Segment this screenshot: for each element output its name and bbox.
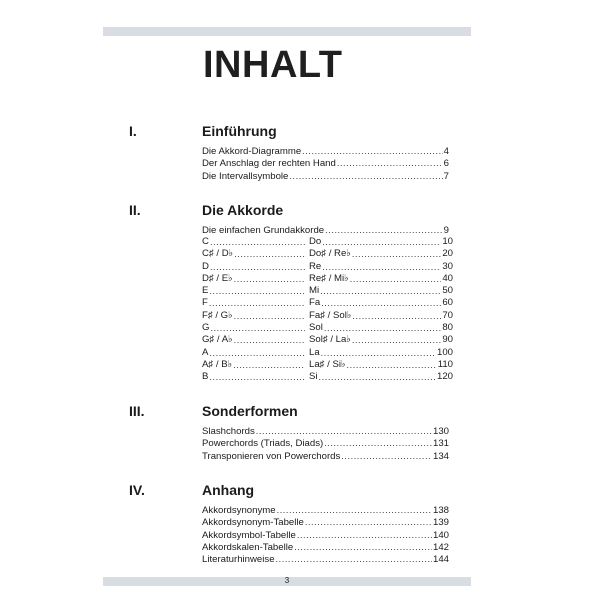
dot-leader xyxy=(352,334,441,346)
chord-row[interactable] xyxy=(202,297,453,309)
chord-label-solfege: Si xyxy=(309,371,318,383)
toc-entry-page: 7 xyxy=(443,170,449,182)
chord-label-english: F xyxy=(202,297,208,309)
chord-label-english: C♯ / D♭ xyxy=(202,248,234,260)
toc-entry-page: 9 xyxy=(443,225,449,236)
dot-leader xyxy=(234,334,305,346)
chord-name-solfege xyxy=(309,285,453,297)
chord-name-english xyxy=(202,236,305,248)
chord-label-solfege: La♯ / Si♭ xyxy=(309,358,346,370)
toc-entry[interactable] xyxy=(202,224,449,236)
toc-list xyxy=(202,224,449,236)
dot-leader xyxy=(210,261,305,273)
toc-entry[interactable] xyxy=(202,541,449,553)
chord-label-english: C xyxy=(202,236,209,247)
chord-label-solfege: Re xyxy=(309,260,322,272)
dot-leader xyxy=(234,310,305,322)
toc-entry-page: 130 xyxy=(432,426,449,437)
dot-leader xyxy=(210,236,305,248)
dot-leader xyxy=(209,297,305,309)
section-title: Sonderformen xyxy=(202,403,298,419)
toc-entry-page: 138 xyxy=(432,505,449,516)
toc-entry-label: Slashchords xyxy=(202,426,255,437)
dot-leader xyxy=(233,359,305,371)
chord-name-english xyxy=(202,322,305,334)
toc-entry[interactable] xyxy=(202,553,449,565)
toc-entry-page: 30 xyxy=(442,260,453,272)
chord-name-solfege xyxy=(309,310,453,322)
chord-label-english: D xyxy=(202,260,209,272)
toc-entry-page: 144 xyxy=(432,554,449,566)
section-title: Anhang xyxy=(202,482,255,498)
chord-name-english xyxy=(202,359,305,371)
toc-entry-label: Die einfachen Grundakkorde xyxy=(202,225,325,236)
toc-entry[interactable] xyxy=(202,170,449,182)
toc-entry-page: 80 xyxy=(442,322,453,334)
toc-entry-page: 6 xyxy=(443,158,449,170)
chord-name-solfege xyxy=(309,371,453,383)
chord-name-solfege xyxy=(309,273,453,285)
chord-label-solfege: Do♯ / Re♭ xyxy=(309,248,351,260)
toc-entry[interactable] xyxy=(202,450,449,462)
chord-name-english xyxy=(202,261,305,273)
chord-label-solfege: Sol♯ / La♭ xyxy=(309,334,351,346)
toc-entry[interactable] xyxy=(202,425,449,437)
chord-name-solfege xyxy=(309,261,453,273)
chord-name-solfege xyxy=(309,322,453,334)
chord-row[interactable] xyxy=(202,272,453,285)
dot-leader xyxy=(322,236,441,248)
toc-entry-page: 131 xyxy=(432,438,449,450)
dot-leader xyxy=(324,437,432,449)
toc-entry-page: 60 xyxy=(442,297,453,309)
dot-leader xyxy=(321,347,436,359)
section-numeral: IV. xyxy=(129,482,145,498)
toc-entry-label: Transponieren von Powerchords xyxy=(202,450,341,462)
toc-entry-label: Akkordsymbol-Tabelle xyxy=(202,529,296,541)
toc-entry-page: 134 xyxy=(432,450,449,462)
chord-label-english: A xyxy=(202,346,209,358)
toc-entry-page: 40 xyxy=(442,272,453,284)
section-title: Die Akkorde xyxy=(202,202,284,218)
chord-name-english xyxy=(202,248,305,260)
chord-label-solfege: Fa xyxy=(309,297,321,309)
chord-name-solfege xyxy=(309,359,453,371)
chord-label-solfege: Mi xyxy=(309,285,320,297)
chord-row[interactable] xyxy=(202,371,453,383)
chord-name-english xyxy=(202,285,305,297)
toc-entry[interactable] xyxy=(202,504,449,516)
chord-label-solfege: Fa♯ / Sol♭ xyxy=(309,309,352,321)
toc-entry-page: 120 xyxy=(436,371,453,383)
chord-row[interactable] xyxy=(202,236,453,248)
dot-leader xyxy=(234,273,305,285)
dot-leader xyxy=(320,285,441,297)
toc-entry-label: Akkordsynonym-Tabelle xyxy=(202,517,304,529)
toc-entry-label: Die Intervallsymbole xyxy=(202,170,289,182)
toc-entry-label: Powerchords (Triads, Diads) xyxy=(202,438,324,450)
chord-list xyxy=(202,236,453,384)
chord-row[interactable] xyxy=(202,322,453,334)
chord-row[interactable] xyxy=(202,260,453,273)
toc-entry-page: 100 xyxy=(436,346,453,358)
dot-leader xyxy=(294,541,432,553)
dot-leader xyxy=(234,248,305,260)
dot-leader xyxy=(319,371,436,383)
dot-leader xyxy=(321,297,441,309)
chord-label-english: G♯ / A♭ xyxy=(202,334,233,346)
chord-label-english: F♯ / G♭ xyxy=(202,309,233,321)
toc-entry-label: Akkordskalen-Tabelle xyxy=(202,541,294,553)
dot-leader xyxy=(289,170,442,182)
dot-leader xyxy=(256,425,432,437)
toc-entry[interactable] xyxy=(202,145,449,157)
chord-name-solfege xyxy=(309,236,453,248)
toc-entry-page: 50 xyxy=(442,285,453,297)
dot-leader xyxy=(347,359,437,371)
toc-entry[interactable] xyxy=(202,157,449,169)
chord-name-solfege xyxy=(309,248,453,260)
dot-leader xyxy=(325,224,443,236)
chord-row[interactable] xyxy=(202,285,453,297)
chord-name-english xyxy=(202,273,305,285)
toc-entry-page: 90 xyxy=(442,334,453,346)
chord-name-english xyxy=(202,371,305,383)
chord-label-english: D♯ / E♭ xyxy=(202,272,233,284)
toc-entry-page: 140 xyxy=(432,529,449,541)
dot-leader xyxy=(324,322,441,334)
chord-label-english: B xyxy=(202,371,209,383)
toc-entry-label: Akkordsynonyme xyxy=(202,505,276,516)
toc-entry-label: Die Akkord-Diagramme xyxy=(202,146,302,157)
section-numeral: I. xyxy=(129,123,137,139)
toc-entry-page: 10 xyxy=(442,236,453,247)
dot-leader xyxy=(210,322,305,334)
chord-row[interactable] xyxy=(202,309,453,322)
chord-label-solfege: La xyxy=(309,346,320,358)
dot-leader xyxy=(302,145,442,157)
dot-leader xyxy=(350,273,442,285)
toc-entry-page: 139 xyxy=(432,517,449,529)
section-title: Einführung xyxy=(202,123,277,139)
dot-leader xyxy=(277,504,432,516)
chord-name-english xyxy=(202,297,305,309)
toc-list xyxy=(202,425,449,462)
chord-name-solfege xyxy=(309,334,453,346)
toc-entry-page: 110 xyxy=(437,358,453,370)
dot-leader xyxy=(341,450,432,462)
top-header-band xyxy=(103,27,471,36)
dot-leader xyxy=(209,347,305,359)
chord-label-solfege: Do xyxy=(309,236,322,247)
chord-name-solfege xyxy=(309,347,453,359)
chord-row[interactable] xyxy=(202,248,453,260)
chord-label-solfege: Sol xyxy=(309,322,323,334)
section-numeral: II. xyxy=(129,202,141,218)
chord-row[interactable] xyxy=(202,358,453,371)
toc-entry[interactable] xyxy=(202,529,449,541)
toc-list xyxy=(202,145,449,182)
chord-row[interactable] xyxy=(202,334,453,346)
toc-entry[interactable] xyxy=(202,437,449,449)
dot-leader xyxy=(297,529,432,541)
chord-name-english xyxy=(202,334,305,346)
dot-leader xyxy=(305,516,432,528)
chord-label-english: E xyxy=(202,285,209,297)
chord-row[interactable] xyxy=(202,346,453,359)
toc-list xyxy=(202,504,449,565)
toc-entry-label: Der Anschlag der rechten Hand xyxy=(202,158,336,170)
toc-entry[interactable] xyxy=(202,516,449,528)
dot-leader xyxy=(276,553,432,565)
chord-name-english xyxy=(202,310,305,322)
chord-name-solfege xyxy=(309,297,453,309)
section-numeral: III. xyxy=(129,403,145,419)
chord-name-english xyxy=(202,347,305,359)
page-number: 3 xyxy=(284,576,290,585)
toc-entry-page: 70 xyxy=(442,309,453,321)
dot-leader xyxy=(337,157,443,169)
dot-leader xyxy=(352,310,441,322)
toc-entry-page: 4 xyxy=(443,146,449,157)
chord-label-english: A♯ / B♭ xyxy=(202,358,233,370)
chord-label-solfege: Re♯ / Mi♭ xyxy=(309,272,349,284)
page-title: INHALT xyxy=(203,44,343,86)
dot-leader xyxy=(209,285,305,297)
dot-leader xyxy=(322,261,441,273)
dot-leader xyxy=(209,371,305,383)
toc-entry-label: Literaturhinweise xyxy=(202,554,275,566)
toc-entry-page: 20 xyxy=(442,248,453,260)
chord-label-english: G xyxy=(202,322,210,334)
dot-leader xyxy=(352,248,441,260)
toc-entry-page: 142 xyxy=(432,541,449,553)
